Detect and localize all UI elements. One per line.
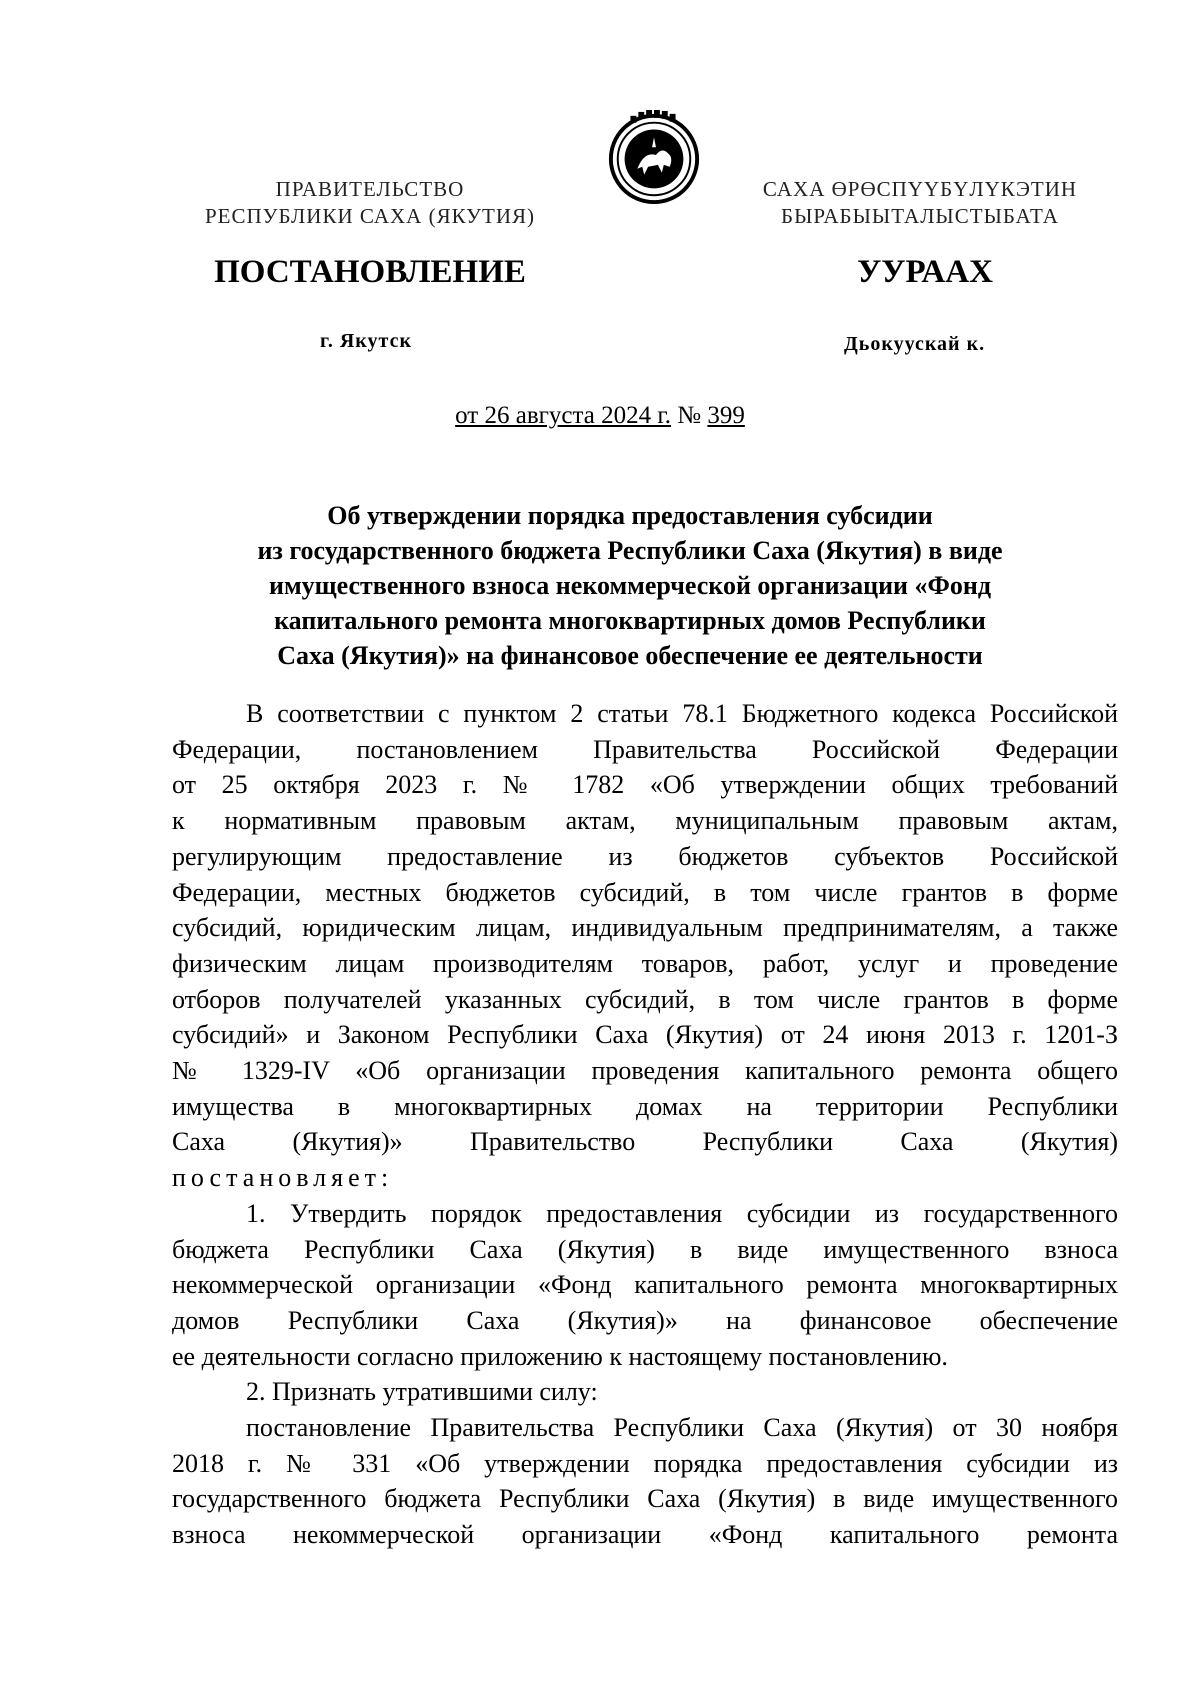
body-line: взноса некоммерческой организации «Фонд капитального ремонта <box>172 1520 1118 1550</box>
header-right-block <box>735 176 1105 230</box>
body-line: Федерации, местных бюджетов субсидий, в том числе грантов в форме <box>172 877 1118 907</box>
subject-line: Саха (Якутия)» на финансовое обеспечение ее деятельности <box>277 641 983 670</box>
body-line: 2018 г. № 331 «Об утверждении порядка предоставления субсидии из <box>172 1448 1118 1478</box>
body-line: В соответствии с пунктом 2 статьи 78.1 Бюджетного кодекса Российской <box>246 699 1118 728</box>
header-right-line1: САХА ӨРӨСПҮҮБҮЛҮКЭТИН <box>762 177 1078 201</box>
body-line: имущества в многоквартирных домах на территории Республики <box>172 1091 1118 1121</box>
body-line: № 1329-IV «Об организации проведения капитального ремонта общего <box>172 1056 1118 1086</box>
document-subject <box>230 498 1030 673</box>
body-line: Федерации, постановлением Правительства Российской Федерации <box>172 734 1118 764</box>
body-line: постановление Правительства Республики Саха (Якутия) от 30 ноября <box>246 1413 1118 1443</box>
body-line: 1. Утвердить порядок предоставления субсидии из государственного <box>246 1198 1118 1228</box>
subject-line: имущественного взноса некоммерческой организации «Фонд <box>268 571 992 600</box>
body-line: бюджета Республики Саха (Якутия) в виде имущественного взноса <box>172 1234 1118 1264</box>
body-line: некоммерческой организации «Фонд капитального ремонта многоквартирных <box>172 1270 1118 1300</box>
header-left-line1: ПРАВИТЕЛЬСТВО <box>275 177 465 201</box>
number-sign: № <box>677 402 702 429</box>
resolves-line: постановляет: <box>172 1163 394 1193</box>
body-line: к нормативным правовым актам, муниципальным правовым актам, <box>172 806 1118 836</box>
body-line: государственного бюджета Республики Саха (Якутия) в виде имущественного <box>172 1484 1118 1514</box>
body-line: физическим лицам производителям товаров, работ, услуг и проведение <box>172 948 1118 978</box>
coat-of-arms-emblem <box>605 108 703 206</box>
subject-line: Об утверждении порядка предоставления субсидии <box>327 501 933 530</box>
subject-line: из государственного бюджета Республики Саха (Якутия) в виде <box>257 536 1003 565</box>
body-line: субсидий, юридическим лицам, индивидуальным предпринимателям, а также <box>172 913 1118 943</box>
header-left-block <box>175 176 565 230</box>
body-line: отборов получателей указанных субсидий, в том числе грантов в форме <box>172 984 1118 1014</box>
document-type-title-sakha: УУРААХ <box>857 254 993 290</box>
subject-line: капитального ремонта многоквартирных домов Республики <box>274 606 986 635</box>
document-date: от 26 августа 2024 г. <box>455 402 671 429</box>
document-body <box>172 696 1118 1553</box>
place-sakha: Дьокуускай к. <box>844 333 986 355</box>
place-ru: г. Якутск <box>320 330 412 352</box>
body-line: субсидий» и Законом Республики Саха (Якутия) от 24 июня 2013 г. 1201-З <box>172 1020 1118 1050</box>
date-number-line <box>0 402 1200 430</box>
header-left-line2: РЕСПУБЛИКИ САХА (ЯКУТИЯ) <box>204 204 536 228</box>
body-line: ее деятельности согласно приложению к настоящему постановлению. <box>172 1341 948 1371</box>
body-line: 2. Признать утратившими силу: <box>246 1377 598 1407</box>
body-line: Саха (Якутия)» Правительство Республики Саха (Якутия) <box>172 1127 1118 1157</box>
body-line: регулирующим предоставление из бюджетов субъектов Российской <box>172 841 1118 871</box>
body-line: от 25 октября 2023 г. № 1782 «Об утверждении общих требований <box>172 770 1118 800</box>
header-right-line2: БЫРАБЫЫТАЛЫСТЫБАТА <box>781 204 1059 228</box>
document-number: 399 <box>707 402 745 429</box>
document-type-title-ru: ПОСТАНОВЛЕНИЕ <box>214 254 526 290</box>
body-line: домов Республики Саха (Якутия)» на финансовое обеспечение <box>172 1305 1118 1335</box>
